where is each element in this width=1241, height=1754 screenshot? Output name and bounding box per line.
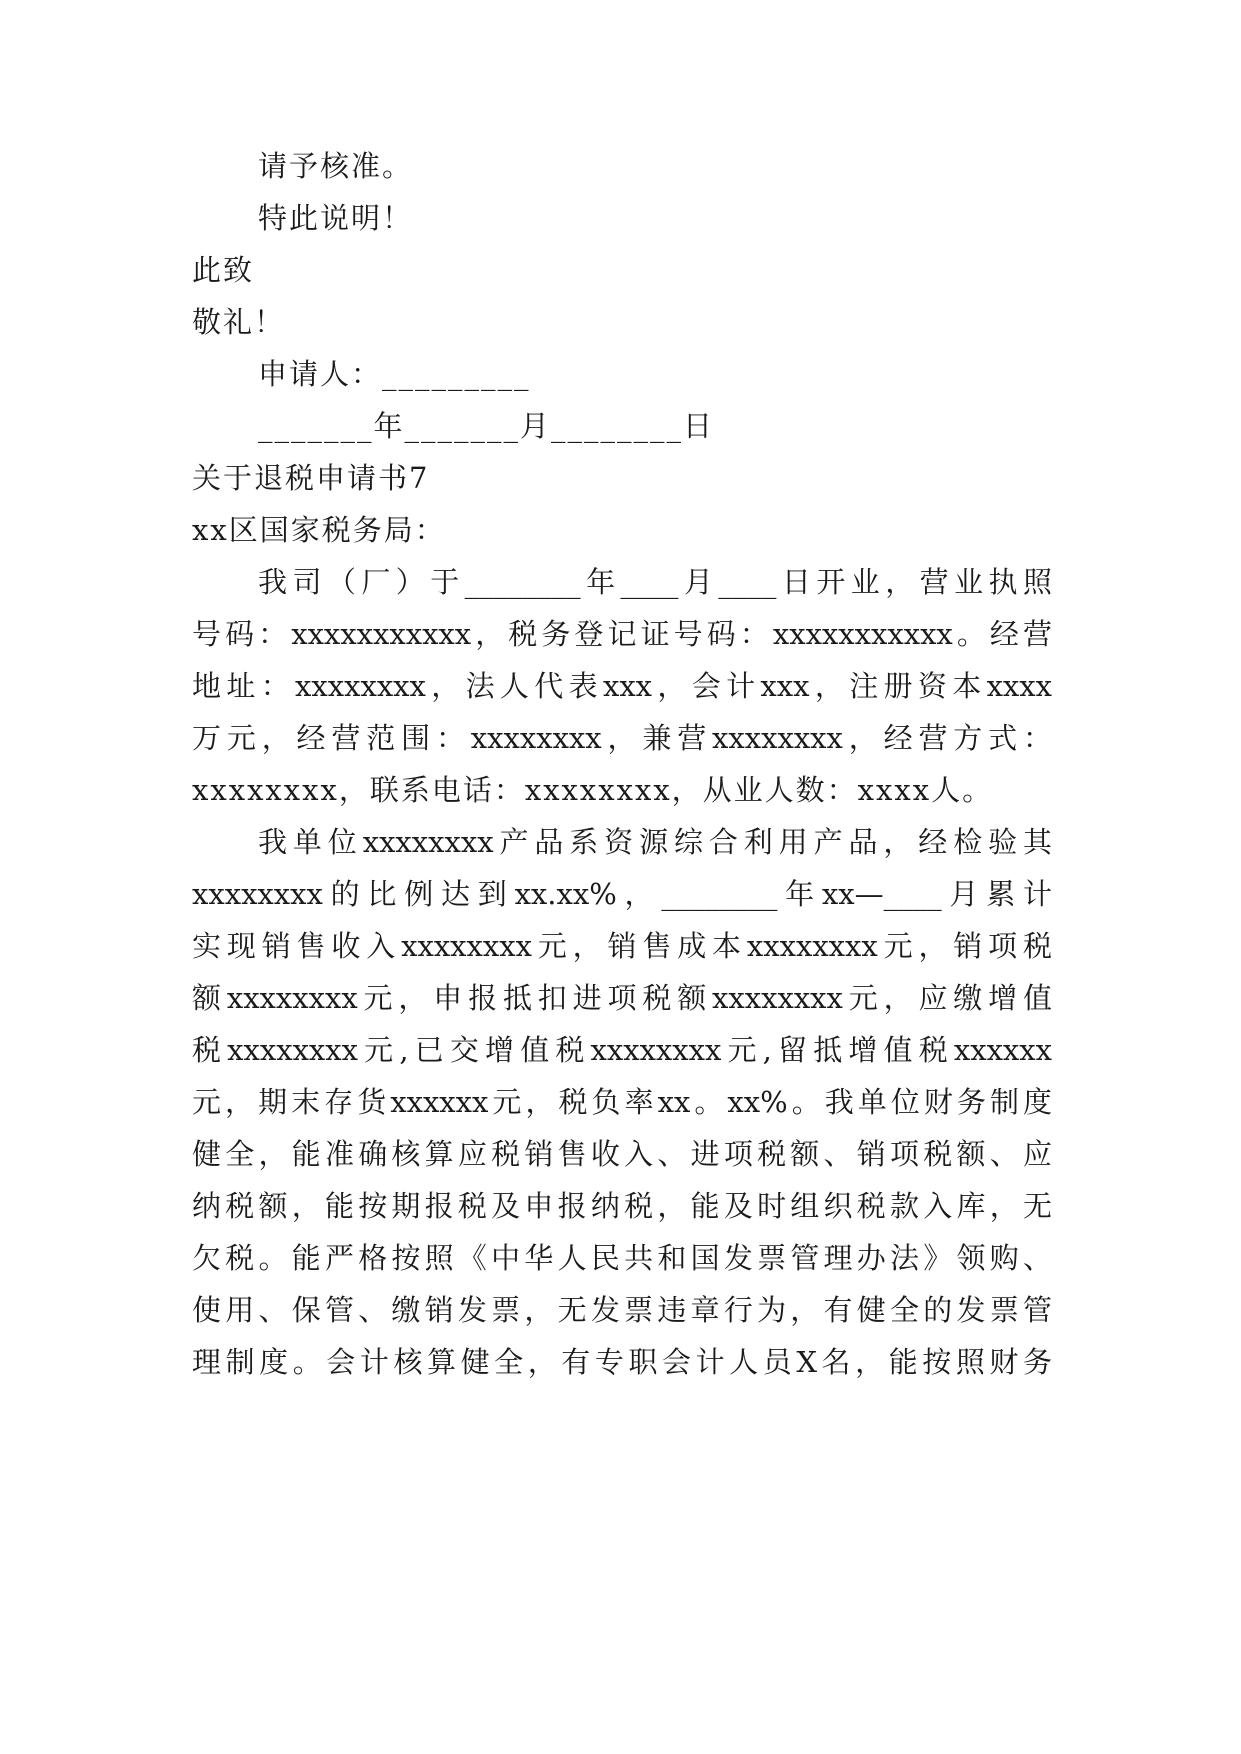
paragraph-2-line: 健全，能准确核算应税销售收入、进项税额、销项税额、应	[192, 1137, 1052, 1171]
paragraph-1-line: 我司（厂）于________年____月____日开业，营业执照	[258, 565, 1052, 599]
date-line: _______年_______月________日	[258, 409, 715, 443]
paragraph-1-line: 号码：xxxxxxxxxxx，税务登记证号码：xxxxxxxxxxx。经营	[192, 617, 1052, 651]
addressee: xx区国家税务局：	[192, 513, 446, 547]
paragraph-2-line: 税xxxxxxxx元,已交增值税xxxxxxxx元,留抵增值税xxxxxx	[192, 1033, 1052, 1067]
paragraph-1-line: 地址：xxxxxxxx，法人代表xxx，会计xxx，注册资本xxxx	[192, 669, 1052, 703]
paragraph-2-line: 使用、保管、缴销发票，无发票违章行为，有健全的发票管	[192, 1293, 1052, 1327]
section-title: 关于退税申请书7	[192, 461, 430, 495]
paragraph-2-line: 额xxxxxxxx元，申报抵扣进项税额xxxxxxxx元，应缴增值	[192, 981, 1052, 1015]
paragraph-2-line: 理制度。会计核算健全，有专职会计人员X名，能按照财务	[192, 1345, 1052, 1379]
closing-request: 请予核准。	[258, 149, 414, 183]
paragraph-2-line: 我单位xxxxxxxx产品系资源综合利用产品，经检验其	[258, 825, 1052, 859]
applicant-line: 申请人：_________	[258, 357, 531, 391]
closing-statement: 特此说明！	[258, 201, 414, 235]
paragraph-2-line: 纳税额，能按期报税及申报纳税，能及时组织税款入库，无	[192, 1189, 1052, 1223]
paragraph-2-line: 元，期末存货xxxxxx元，税负率xx。xx%。我单位财务制度	[192, 1085, 1052, 1119]
salutation-line-1: 此致	[192, 253, 255, 287]
paragraph-1-line: 万元，经营范围：xxxxxxxx，兼营xxxxxxxx，经营方式：	[192, 721, 1052, 755]
paragraph-2-line: 实现销售收入xxxxxxxx元，销售成本xxxxxxxx元，销项税	[192, 929, 1052, 963]
paragraph-1-line: xxxxxxxx，联系电话：xxxxxxxx，从业人数：xxxx人。	[192, 773, 994, 807]
paragraph-2-line: 欠税。能严格按照《中华人民共和国发票管理办法》领购、	[192, 1241, 1052, 1275]
salutation-line-2: 敬礼！	[192, 305, 286, 339]
paragraph-2-line: xxxxxxxx的比例达到xx.xx%，________年xx—____月累计	[192, 877, 1052, 911]
